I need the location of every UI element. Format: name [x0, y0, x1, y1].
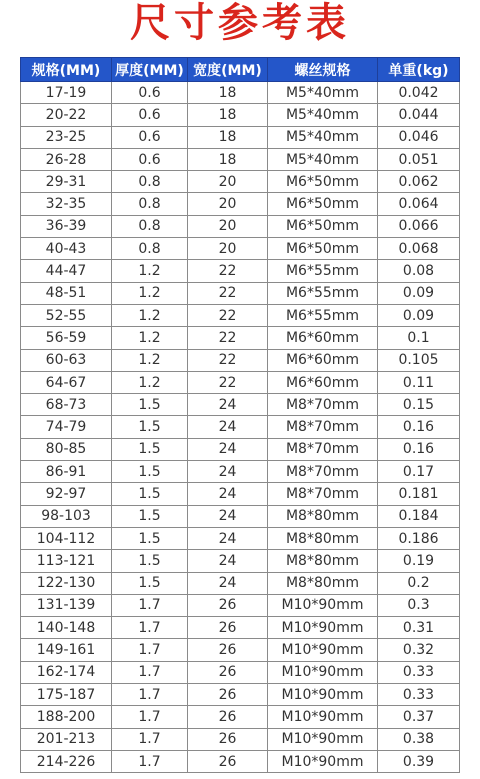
- cell-size: 80-85: [21, 438, 112, 460]
- table-row: [21, 728, 460, 750]
- cell-size: 98-103: [21, 505, 112, 527]
- table-row: [21, 416, 460, 438]
- cell-unit-weight: 0.08: [378, 260, 460, 282]
- cell-unit-weight: 0.15: [378, 394, 460, 416]
- table-row: [21, 327, 460, 349]
- cell-thickness: 1.2: [112, 260, 188, 282]
- cell-thickness: 1.5: [112, 461, 188, 483]
- table-row: [21, 171, 460, 193]
- cell-size: 140-148: [21, 617, 112, 639]
- cell-screw-spec: M10*90mm: [268, 706, 378, 728]
- cell-width: 22: [188, 327, 268, 349]
- cell-width: 22: [188, 371, 268, 393]
- cell-screw-spec: M6*55mm: [268, 304, 378, 326]
- table-row: [21, 594, 460, 616]
- header-screw-spec: 螺丝规格: [268, 58, 378, 82]
- cell-width: 24: [188, 394, 268, 416]
- cell-screw-spec: M6*50mm: [268, 238, 378, 260]
- cell-screw-spec: M10*90mm: [268, 661, 378, 683]
- cell-screw-spec: M6*55mm: [268, 260, 378, 282]
- cell-unit-weight: 0.32: [378, 639, 460, 661]
- cell-screw-spec: M10*90mm: [268, 728, 378, 750]
- cell-unit-weight: 0.31: [378, 617, 460, 639]
- cell-thickness: 1.5: [112, 527, 188, 549]
- cell-width: 26: [188, 661, 268, 683]
- cell-screw-spec: M5*40mm: [268, 82, 378, 104]
- cell-width: 26: [188, 750, 268, 772]
- table-header: [21, 58, 460, 82]
- cell-thickness: 0.8: [112, 238, 188, 260]
- cell-thickness: 1.5: [112, 505, 188, 527]
- cell-unit-weight: 0.39: [378, 750, 460, 772]
- cell-size: 60-63: [21, 349, 112, 371]
- cell-screw-spec: M8*70mm: [268, 461, 378, 483]
- cell-thickness: 0.6: [112, 104, 188, 126]
- cell-width: 24: [188, 461, 268, 483]
- cell-thickness: 1.2: [112, 304, 188, 326]
- cell-screw-spec: M8*80mm: [268, 527, 378, 549]
- cell-unit-weight: 0.042: [378, 82, 460, 104]
- cell-thickness: 1.5: [112, 483, 188, 505]
- cell-unit-weight: 0.09: [378, 282, 460, 304]
- table-row: [21, 282, 460, 304]
- table-row: [21, 706, 460, 728]
- cell-width: 26: [188, 639, 268, 661]
- table-row: [21, 126, 460, 148]
- table-row: [21, 550, 460, 572]
- page-title: 尺寸参考表: [130, 0, 350, 46]
- cell-width: 26: [188, 617, 268, 639]
- cell-width: 26: [188, 728, 268, 750]
- cell-unit-weight: 0.09: [378, 304, 460, 326]
- cell-size: 17-19: [21, 82, 112, 104]
- cell-unit-weight: 0.105: [378, 349, 460, 371]
- header-thickness: 厚度(MM): [112, 58, 188, 82]
- cell-screw-spec: M8*70mm: [268, 416, 378, 438]
- table-row: [21, 349, 460, 371]
- cell-width: 24: [188, 438, 268, 460]
- cell-width: 24: [188, 550, 268, 572]
- cell-size: 44-47: [21, 260, 112, 282]
- cell-thickness: 1.5: [112, 394, 188, 416]
- cell-size: 40-43: [21, 238, 112, 260]
- cell-screw-spec: M8*80mm: [268, 550, 378, 572]
- cell-size: 23-25: [21, 126, 112, 148]
- cell-thickness: 0.8: [112, 193, 188, 215]
- cell-unit-weight: 0.062: [378, 171, 460, 193]
- cell-width: 26: [188, 706, 268, 728]
- table-row: [21, 260, 460, 282]
- cell-screw-spec: M6*50mm: [268, 193, 378, 215]
- cell-size: 214-226: [21, 750, 112, 772]
- table-row: [21, 572, 460, 594]
- cell-thickness: 0.8: [112, 215, 188, 237]
- cell-width: 18: [188, 82, 268, 104]
- cell-width: 20: [188, 238, 268, 260]
- cell-size: 113-121: [21, 550, 112, 572]
- table-row: [21, 483, 460, 505]
- cell-width: 26: [188, 594, 268, 616]
- table-row: [21, 148, 460, 170]
- cell-size: 175-187: [21, 684, 112, 706]
- cell-thickness: 1.7: [112, 706, 188, 728]
- cell-width: 24: [188, 505, 268, 527]
- size-reference-table-container: [20, 57, 459, 773]
- cell-thickness: 1.2: [112, 282, 188, 304]
- cell-screw-spec: M6*60mm: [268, 371, 378, 393]
- cell-screw-spec: M5*40mm: [268, 104, 378, 126]
- cell-screw-spec: M6*50mm: [268, 215, 378, 237]
- table-row: [21, 304, 460, 326]
- cell-width: 20: [188, 215, 268, 237]
- cell-unit-weight: 0.186: [378, 527, 460, 549]
- table-row: [21, 104, 460, 126]
- cell-size: 201-213: [21, 728, 112, 750]
- cell-unit-weight: 0.066: [378, 215, 460, 237]
- table-row: [21, 438, 460, 460]
- cell-unit-weight: 0.184: [378, 505, 460, 527]
- cell-size: 48-51: [21, 282, 112, 304]
- cell-size: 149-161: [21, 639, 112, 661]
- cell-screw-spec: M8*70mm: [268, 483, 378, 505]
- cell-thickness: 1.7: [112, 594, 188, 616]
- cell-thickness: 1.5: [112, 572, 188, 594]
- cell-screw-spec: M8*80mm: [268, 505, 378, 527]
- cell-size: 92-97: [21, 483, 112, 505]
- table-row: [21, 505, 460, 527]
- cell-screw-spec: M8*70mm: [268, 438, 378, 460]
- header-width: 宽度(MM): [188, 58, 268, 82]
- table-row: [21, 82, 460, 104]
- table-row: [21, 394, 460, 416]
- cell-size: 131-139: [21, 594, 112, 616]
- cell-width: 24: [188, 483, 268, 505]
- table-body: [21, 82, 460, 773]
- cell-unit-weight: 0.37: [378, 706, 460, 728]
- cell-width: 24: [188, 416, 268, 438]
- cell-width: 20: [188, 193, 268, 215]
- cell-size: 52-55: [21, 304, 112, 326]
- cell-unit-weight: 0.33: [378, 661, 460, 683]
- table-row: [21, 371, 460, 393]
- size-reference-table: [20, 57, 460, 773]
- table-row: [21, 750, 460, 772]
- cell-screw-spec: M10*90mm: [268, 617, 378, 639]
- cell-size: 68-73: [21, 394, 112, 416]
- cell-thickness: 1.7: [112, 661, 188, 683]
- table-row: [21, 215, 460, 237]
- cell-width: 22: [188, 260, 268, 282]
- header-unit-weight: 单重(kg): [378, 58, 460, 82]
- table-row: [21, 661, 460, 683]
- cell-size: 162-174: [21, 661, 112, 683]
- cell-unit-weight: 0.3: [378, 594, 460, 616]
- cell-screw-spec: M6*60mm: [268, 327, 378, 349]
- cell-screw-spec: M5*40mm: [268, 126, 378, 148]
- cell-size: 86-91: [21, 461, 112, 483]
- cell-thickness: 1.5: [112, 438, 188, 460]
- cell-unit-weight: 0.33: [378, 684, 460, 706]
- cell-size: 56-59: [21, 327, 112, 349]
- cell-size: 29-31: [21, 171, 112, 193]
- cell-size: 26-28: [21, 148, 112, 170]
- cell-unit-weight: 0.16: [378, 438, 460, 460]
- cell-size: 122-130: [21, 572, 112, 594]
- cell-size: 36-39: [21, 215, 112, 237]
- cell-screw-spec: M6*50mm: [268, 171, 378, 193]
- cell-width: 22: [188, 304, 268, 326]
- cell-thickness: 0.8: [112, 171, 188, 193]
- cell-thickness: 1.7: [112, 617, 188, 639]
- cell-width: 22: [188, 349, 268, 371]
- cell-screw-spec: M6*60mm: [268, 349, 378, 371]
- cell-width: 22: [188, 282, 268, 304]
- cell-unit-weight: 0.17: [378, 461, 460, 483]
- header-row: [21, 58, 460, 82]
- cell-thickness: 0.6: [112, 82, 188, 104]
- cell-unit-weight: 0.068: [378, 238, 460, 260]
- cell-unit-weight: 0.044: [378, 104, 460, 126]
- table-row: [21, 193, 460, 215]
- cell-thickness: 1.7: [112, 728, 188, 750]
- cell-screw-spec: M10*90mm: [268, 684, 378, 706]
- cell-screw-spec: M10*90mm: [268, 750, 378, 772]
- cell-unit-weight: 0.181: [378, 483, 460, 505]
- cell-width: 24: [188, 572, 268, 594]
- cell-width: 20: [188, 171, 268, 193]
- cell-thickness: 0.6: [112, 148, 188, 170]
- cell-thickness: 1.7: [112, 639, 188, 661]
- cell-unit-weight: 0.16: [378, 416, 460, 438]
- cell-screw-spec: M6*55mm: [268, 282, 378, 304]
- cell-width: 18: [188, 104, 268, 126]
- table-row: [21, 617, 460, 639]
- cell-unit-weight: 0.064: [378, 193, 460, 215]
- cell-width: 18: [188, 148, 268, 170]
- cell-screw-spec: M8*70mm: [268, 394, 378, 416]
- table-row: [21, 461, 460, 483]
- cell-size: 20-22: [21, 104, 112, 126]
- cell-unit-weight: 0.046: [378, 126, 460, 148]
- cell-screw-spec: M8*80mm: [268, 572, 378, 594]
- cell-unit-weight: 0.2: [378, 572, 460, 594]
- table-row: [21, 684, 460, 706]
- table-row: [21, 639, 460, 661]
- cell-size: 104-112: [21, 527, 112, 549]
- cell-thickness: 1.2: [112, 349, 188, 371]
- cell-thickness: 1.7: [112, 750, 188, 772]
- cell-unit-weight: 0.11: [378, 371, 460, 393]
- cell-thickness: 1.5: [112, 550, 188, 572]
- cell-unit-weight: 0.1: [378, 327, 460, 349]
- table-row: [21, 527, 460, 549]
- cell-thickness: 1.2: [112, 371, 188, 393]
- cell-width: 18: [188, 126, 268, 148]
- cell-thickness: 1.5: [112, 416, 188, 438]
- cell-thickness: 0.6: [112, 126, 188, 148]
- cell-width: 24: [188, 527, 268, 549]
- cell-size: 64-67: [21, 371, 112, 393]
- cell-unit-weight: 0.19: [378, 550, 460, 572]
- header-size: 规格(MM): [21, 58, 112, 82]
- cell-size: 74-79: [21, 416, 112, 438]
- table-row: [21, 238, 460, 260]
- cell-width: 26: [188, 684, 268, 706]
- cell-thickness: 1.7: [112, 684, 188, 706]
- cell-screw-spec: M10*90mm: [268, 594, 378, 616]
- cell-screw-spec: M5*40mm: [268, 148, 378, 170]
- cell-unit-weight: 0.051: [378, 148, 460, 170]
- cell-thickness: 1.2: [112, 327, 188, 349]
- cell-screw-spec: M10*90mm: [268, 639, 378, 661]
- cell-size: 32-35: [21, 193, 112, 215]
- cell-size: 188-200: [21, 706, 112, 728]
- cell-unit-weight: 0.38: [378, 728, 460, 750]
